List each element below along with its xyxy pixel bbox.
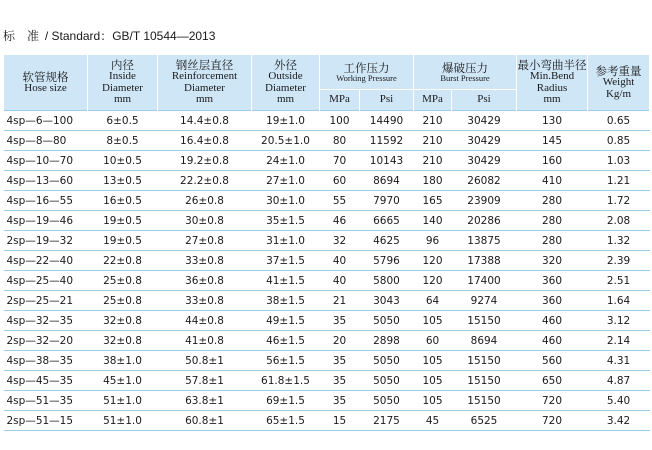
outside-diameter-cell: 56±1.5: [252, 351, 320, 371]
burst-psi-cell: 15150: [452, 371, 517, 391]
weight-cell: 5.40: [588, 391, 650, 411]
bend-radius-cell: 360: [517, 291, 588, 311]
burst-mpa-cell: 165: [414, 191, 452, 211]
table-row: [4, 191, 650, 211]
weight-cell: 3.12: [588, 311, 650, 331]
hose-size-cell: 4sp—19—46: [4, 211, 88, 231]
bend-radius-cell: 130: [517, 111, 588, 131]
working-mpa-cell: 55: [320, 191, 360, 211]
working-psi-cell: 6665: [360, 211, 414, 231]
outside-diameter-cell: 20.5±1.0: [252, 131, 320, 151]
reinforcement-diameter-cell: 60.8±1: [158, 411, 252, 431]
bend-radius-cell: 360: [517, 271, 588, 291]
hose-size-cell: 4sp—51—35: [4, 391, 88, 411]
weight-cell: 1.72: [588, 191, 650, 211]
burst-mpa-cell: 96: [414, 231, 452, 251]
outside-diameter-cell: 35±1.5: [252, 211, 320, 231]
weight-cell: 0.65: [588, 111, 650, 131]
burst-mpa-cell: 105: [414, 311, 452, 331]
working-mpa-cell: 35: [320, 351, 360, 371]
reinforcement-diameter-cell: 14.4±0.8: [158, 111, 252, 131]
weight-cell: 2.39: [588, 251, 650, 271]
reinforcement-diameter-cell: 19.2±0.8: [158, 151, 252, 171]
working-mpa-cell: 60: [320, 171, 360, 191]
header-reinforcement-diameter: 钢丝层直径 Reinforcement Diameter mm: [158, 55, 252, 111]
bend-radius-cell: 460: [517, 311, 588, 331]
burst-mpa-cell: 105: [414, 351, 452, 371]
bend-radius-cell: 320: [517, 251, 588, 271]
inside-diameter-cell: 10±0.5: [88, 151, 158, 171]
working-mpa-cell: 20: [320, 331, 360, 351]
hose-size-cell: 4sp—45—35: [4, 371, 88, 391]
hose-size-cell: 4sp—32—35: [4, 311, 88, 331]
inside-diameter-cell: 13±0.5: [88, 171, 158, 191]
burst-mpa-cell: 105: [414, 391, 452, 411]
outside-diameter-cell: 46±1.5: [252, 331, 320, 351]
header-burst-psi: Psi: [452, 90, 517, 111]
outside-diameter-cell: 19±1.0: [252, 111, 320, 131]
outside-diameter-cell: 30±1.0: [252, 191, 320, 211]
reinforcement-diameter-cell: 63.8±1: [158, 391, 252, 411]
burst-mpa-cell: 105: [414, 371, 452, 391]
burst-mpa-cell: 60: [414, 331, 452, 351]
table-row: [4, 331, 650, 351]
burst-mpa-cell: 120: [414, 271, 452, 291]
working-mpa-cell: 40: [320, 251, 360, 271]
burst-psi-cell: 9274: [452, 291, 517, 311]
working-psi-cell: 2898: [360, 331, 414, 351]
header-model: 软管规格 Hose size: [4, 55, 88, 111]
standard-value: / Standard：GB/T 10544—2013: [44, 29, 216, 43]
working-psi-cell: 11592: [360, 131, 414, 151]
inside-diameter-cell: 51±1.0: [88, 391, 158, 411]
hose-size-cell: 4sp—13—60: [4, 171, 88, 191]
burst-psi-cell: 30429: [452, 151, 517, 171]
inside-diameter-cell: 32±0.8: [88, 311, 158, 331]
working-mpa-cell: 35: [320, 311, 360, 331]
burst-mpa-cell: 210: [414, 131, 452, 151]
inside-diameter-cell: 19±0.5: [88, 211, 158, 231]
burst-psi-cell: 23909: [452, 191, 517, 211]
hose-size-cell: 4sp—16—55: [4, 191, 88, 211]
outside-diameter-cell: 69±1.5: [252, 391, 320, 411]
working-mpa-cell: 15: [320, 411, 360, 431]
working-psi-cell: 5050: [360, 371, 414, 391]
weight-cell: 4.87: [588, 371, 650, 391]
reinforcement-diameter-cell: 41±0.8: [158, 331, 252, 351]
table-row: [4, 291, 650, 311]
reinforcement-diameter-cell: 30±0.8: [158, 211, 252, 231]
working-mpa-cell: 35: [320, 391, 360, 411]
burst-psi-cell: 15150: [452, 391, 517, 411]
burst-mpa-cell: 210: [414, 111, 452, 131]
outside-diameter-cell: 41±1.5: [252, 271, 320, 291]
working-mpa-cell: 80: [320, 131, 360, 151]
header-inside-diameter: 内径 Inside Diameter mm: [88, 55, 158, 111]
reinforcement-diameter-cell: 27±0.8: [158, 231, 252, 251]
header-min-bend-radius: 最小弯曲半径 Min.Bend Radius mm: [517, 55, 588, 111]
inside-diameter-cell: 16±0.5: [88, 191, 158, 211]
reinforcement-diameter-cell: 50.8±1: [158, 351, 252, 371]
table-row: [4, 391, 650, 411]
burst-psi-cell: 13875: [452, 231, 517, 251]
outside-diameter-cell: 38±1.5: [252, 291, 320, 311]
hose-size-cell: 4sp—6—100: [4, 111, 88, 131]
inside-diameter-cell: 32±0.8: [88, 331, 158, 351]
weight-cell: 1.64: [588, 291, 650, 311]
header-working-pressure: 工作压力 Working Pressure: [320, 55, 414, 90]
hose-size-cell: 4sp—8—80: [4, 131, 88, 151]
hose-size-cell: 2sp—25—21: [4, 291, 88, 311]
bend-radius-cell: 145: [517, 131, 588, 151]
weight-cell: 1.32: [588, 231, 650, 251]
bend-radius-cell: 650: [517, 371, 588, 391]
working-psi-cell: 4625: [360, 231, 414, 251]
bend-radius-cell: 460: [517, 331, 588, 351]
outside-diameter-cell: 31±1.0: [252, 231, 320, 251]
working-mpa-cell: 46: [320, 211, 360, 231]
weight-cell: 4.31: [588, 351, 650, 371]
weight-cell: 0.85: [588, 131, 650, 151]
header-working-mpa: MPa: [320, 90, 360, 111]
table-row: [4, 251, 650, 271]
inside-diameter-cell: 6±0.5: [88, 111, 158, 131]
weight-cell: 1.03: [588, 151, 650, 171]
standard-label: 标 准: [3, 29, 40, 43]
table-row: [4, 351, 650, 371]
working-mpa-cell: 21: [320, 291, 360, 311]
inside-diameter-cell: 45±1.0: [88, 371, 158, 391]
header-burst-mpa: MPa: [414, 90, 452, 111]
weight-cell: 2.51: [588, 271, 650, 291]
hose-size-cell: 2sp—32—20: [4, 331, 88, 351]
table-row: [4, 271, 650, 291]
reinforcement-diameter-cell: 44±0.8: [158, 311, 252, 331]
reinforcement-diameter-cell: 33±0.8: [158, 291, 252, 311]
hose-size-cell: 4sp—22—40: [4, 251, 88, 271]
bend-radius-cell: 280: [517, 211, 588, 231]
table-row: [4, 151, 650, 171]
working-psi-cell: 5796: [360, 251, 414, 271]
working-psi-cell: 7970: [360, 191, 414, 211]
outside-diameter-cell: 49±1.5: [252, 311, 320, 331]
bend-radius-cell: 160: [517, 151, 588, 171]
burst-psi-cell: 15150: [452, 351, 517, 371]
table-row: [4, 211, 650, 231]
burst-mpa-cell: 180: [414, 171, 452, 191]
working-psi-cell: 10143: [360, 151, 414, 171]
weight-cell: 2.08: [588, 211, 650, 231]
inside-diameter-cell: 25±0.8: [88, 271, 158, 291]
working-mpa-cell: 35: [320, 371, 360, 391]
reinforcement-diameter-cell: 36±0.8: [158, 271, 252, 291]
inside-diameter-cell: 22±0.8: [88, 251, 158, 271]
working-psi-cell: 3043: [360, 291, 414, 311]
header-burst-pressure: 爆破压力 Burst Pressure: [414, 55, 517, 90]
reinforcement-diameter-cell: 33±0.8: [158, 251, 252, 271]
outside-diameter-cell: 65±1.5: [252, 411, 320, 431]
hose-size-cell: 4sp—38—35: [4, 351, 88, 371]
burst-mpa-cell: 120: [414, 251, 452, 271]
working-psi-cell: 5050: [360, 391, 414, 411]
reinforcement-diameter-cell: 16.4±0.8: [158, 131, 252, 151]
burst-mpa-cell: 45: [414, 411, 452, 431]
bend-radius-cell: 720: [517, 411, 588, 431]
burst-psi-cell: 6525: [452, 411, 517, 431]
weight-cell: 2.14: [588, 331, 650, 351]
working-mpa-cell: 32: [320, 231, 360, 251]
working-mpa-cell: 100: [320, 111, 360, 131]
header-outside-diameter: 外径 Outside Diameter mm: [252, 55, 320, 111]
standard-line: [3, 26, 215, 46]
working-psi-cell: 5800: [360, 271, 414, 291]
table-row: [4, 411, 650, 431]
reinforcement-diameter-cell: 22.2±0.8: [158, 171, 252, 191]
table-row: [4, 231, 650, 251]
reinforcement-diameter-cell: 26±0.8: [158, 191, 252, 211]
table-body: [4, 111, 650, 431]
burst-psi-cell: 30429: [452, 111, 517, 131]
bend-radius-cell: 280: [517, 191, 588, 211]
burst-mpa-cell: 210: [414, 151, 452, 171]
header-weight: 参考重量 Weight Kg/m: [588, 55, 650, 111]
hose-size-cell: 2sp—51—15: [4, 411, 88, 431]
burst-psi-cell: 30429: [452, 131, 517, 151]
hose-size-cell: 2sp—19—32: [4, 231, 88, 251]
table-row: [4, 171, 650, 191]
working-psi-cell: 5050: [360, 311, 414, 331]
weight-cell: 1.21: [588, 171, 650, 191]
outside-diameter-cell: 37±1.5: [252, 251, 320, 271]
table-row: [4, 111, 650, 131]
burst-mpa-cell: 140: [414, 211, 452, 231]
outside-diameter-cell: 61.8±1.5: [252, 371, 320, 391]
working-mpa-cell: 40: [320, 271, 360, 291]
hose-size-cell: 4sp—25—40: [4, 271, 88, 291]
burst-psi-cell: 17388: [452, 251, 517, 271]
working-psi-cell: 14490: [360, 111, 414, 131]
burst-mpa-cell: 64: [414, 291, 452, 311]
bend-radius-cell: 560: [517, 351, 588, 371]
inside-diameter-cell: 51±1.0: [88, 411, 158, 431]
burst-psi-cell: 15150: [452, 311, 517, 331]
burst-psi-cell: 17400: [452, 271, 517, 291]
working-psi-cell: 2175: [360, 411, 414, 431]
working-mpa-cell: 70: [320, 151, 360, 171]
burst-psi-cell: 26082: [452, 171, 517, 191]
hose-size-cell: 4sp—10—70: [4, 151, 88, 171]
working-psi-cell: 8694: [360, 171, 414, 191]
outside-diameter-cell: 24±1.0: [252, 151, 320, 171]
inside-diameter-cell: 38±1.0: [88, 351, 158, 371]
reinforcement-diameter-cell: 57.8±1: [158, 371, 252, 391]
table-row: [4, 131, 650, 151]
bend-radius-cell: 280: [517, 231, 588, 251]
outside-diameter-cell: 27±1.0: [252, 171, 320, 191]
inside-diameter-cell: 19±0.5: [88, 231, 158, 251]
table-row: [4, 371, 650, 391]
bend-radius-cell: 720: [517, 391, 588, 411]
table-row: [4, 311, 650, 331]
hose-spec-table: [3, 55, 650, 431]
burst-psi-cell: 20286: [452, 211, 517, 231]
working-psi-cell: 5050: [360, 351, 414, 371]
inside-diameter-cell: 25±0.8: [88, 291, 158, 311]
bend-radius-cell: 410: [517, 171, 588, 191]
inside-diameter-cell: 8±0.5: [88, 131, 158, 151]
header-working-psi: Psi: [360, 90, 414, 111]
weight-cell: 3.42: [588, 411, 650, 431]
burst-psi-cell: 8694: [452, 331, 517, 351]
